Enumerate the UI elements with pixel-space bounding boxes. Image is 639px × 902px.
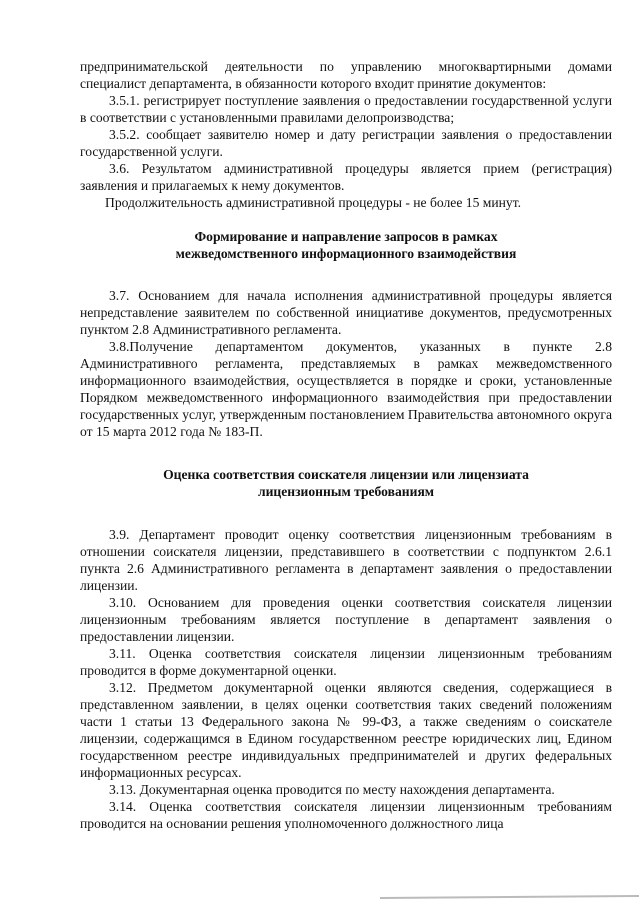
- paragraph-3-7: 3.7. Основанием для начала исполнения административной процедуры является непредставление заявителем по собственной инициативе документов, предусмотренных пунктом 2.8 Административного регламента.: [80, 288, 612, 337]
- document-page: [80, 58, 612, 832]
- paragraph-3-13: 3.13. Документарная оценка проводится по месту нахождения департамента.: [109, 782, 555, 797]
- paragraph-3-8: 3.8.Получение департаментом документов, указанных в пункте 2.8 Административного регламента, представляемых в рамках межведомственного информационного взаимодействия, осуществляется в порядке и сроки, установленные Порядком межведомственного информационного взаимодействия при предоставлении государственных услуг, утвержденным постановлением Правительства автономного округа от 15 марта 2012 года № 183-П.: [80, 339, 612, 439]
- paragraph-3-10: 3.10. Основанием для проведения оценки соответствия соискателя лицензии лицензионным требованиям является поступление в департамент заявления о предоставлении лицензии.: [80, 595, 612, 644]
- paragraph-duration: Продолжительность административной процедуры - не более 15 минут.: [105, 195, 522, 210]
- section-heading-assessment-line1: Оценка соответствия соискателя лицензии или лицензиата: [163, 467, 529, 482]
- paragraph-3-14: 3.14. Оценка соответствия соискателя лицензии лицензионным требованиям проводится на основании решения уполномоченного должностного лица: [80, 799, 612, 831]
- paragraph-3-12: 3.12. Предметом документарной оценки являются сведения, содержащиеся в представленном заявлении, в целях оценки соответствия таких сведений положениям части 1 статьи 13 Федерального закона № 99-ФЗ, а также сведениям о соискателе лицензии, содержащимся в Едином государственном реестре юридических лиц, Едином государственном реестре индивидуальных предпринимателей и других федеральных информационных ресурсах.: [80, 680, 612, 780]
- paragraph-3-9: 3.9. Департамент проводит оценку соответствия лицензионным требованиям в отношении соискателя лицензии, представившего в соответствии с подпунктом 2.6.1 пункта 2.6 Административного регламента в департамент заявления о предоставлении лицензии.: [80, 527, 612, 593]
- section-heading-assessment-line2: лицензионным требованиям: [257, 484, 435, 499]
- paragraph-3-5-2: 3.5.2. сообщает заявителю номер и дату регистрации заявления о предоставлении государственной услуги.: [80, 127, 612, 159]
- paragraph-continuation: предпринимательской деятельности по управлению многоквартирными домами специалист департамента, в обязанности которого входит принятие документов:: [80, 59, 612, 91]
- section-heading-requests-line1: Формирование и направление запросов в рамках: [194, 229, 498, 244]
- paragraph-3-5-1: 3.5.1. регистрирует поступление заявления о предоставлении государственной услуги в соответствии с установленными правилами делопроизводства;: [80, 93, 612, 125]
- paragraph-3-11: 3.11. Оценка соответствия соискателя лицензии лицензионным требованиям проводится в форме документарной оценки.: [80, 646, 612, 678]
- section-heading-requests-line2: межведомственного информационного взаимодействия: [175, 246, 517, 261]
- paragraph-3-6: 3.6. Результатом административной процедуры является прием (регистрация) заявления и прилагаемых к нему документов.: [80, 161, 612, 193]
